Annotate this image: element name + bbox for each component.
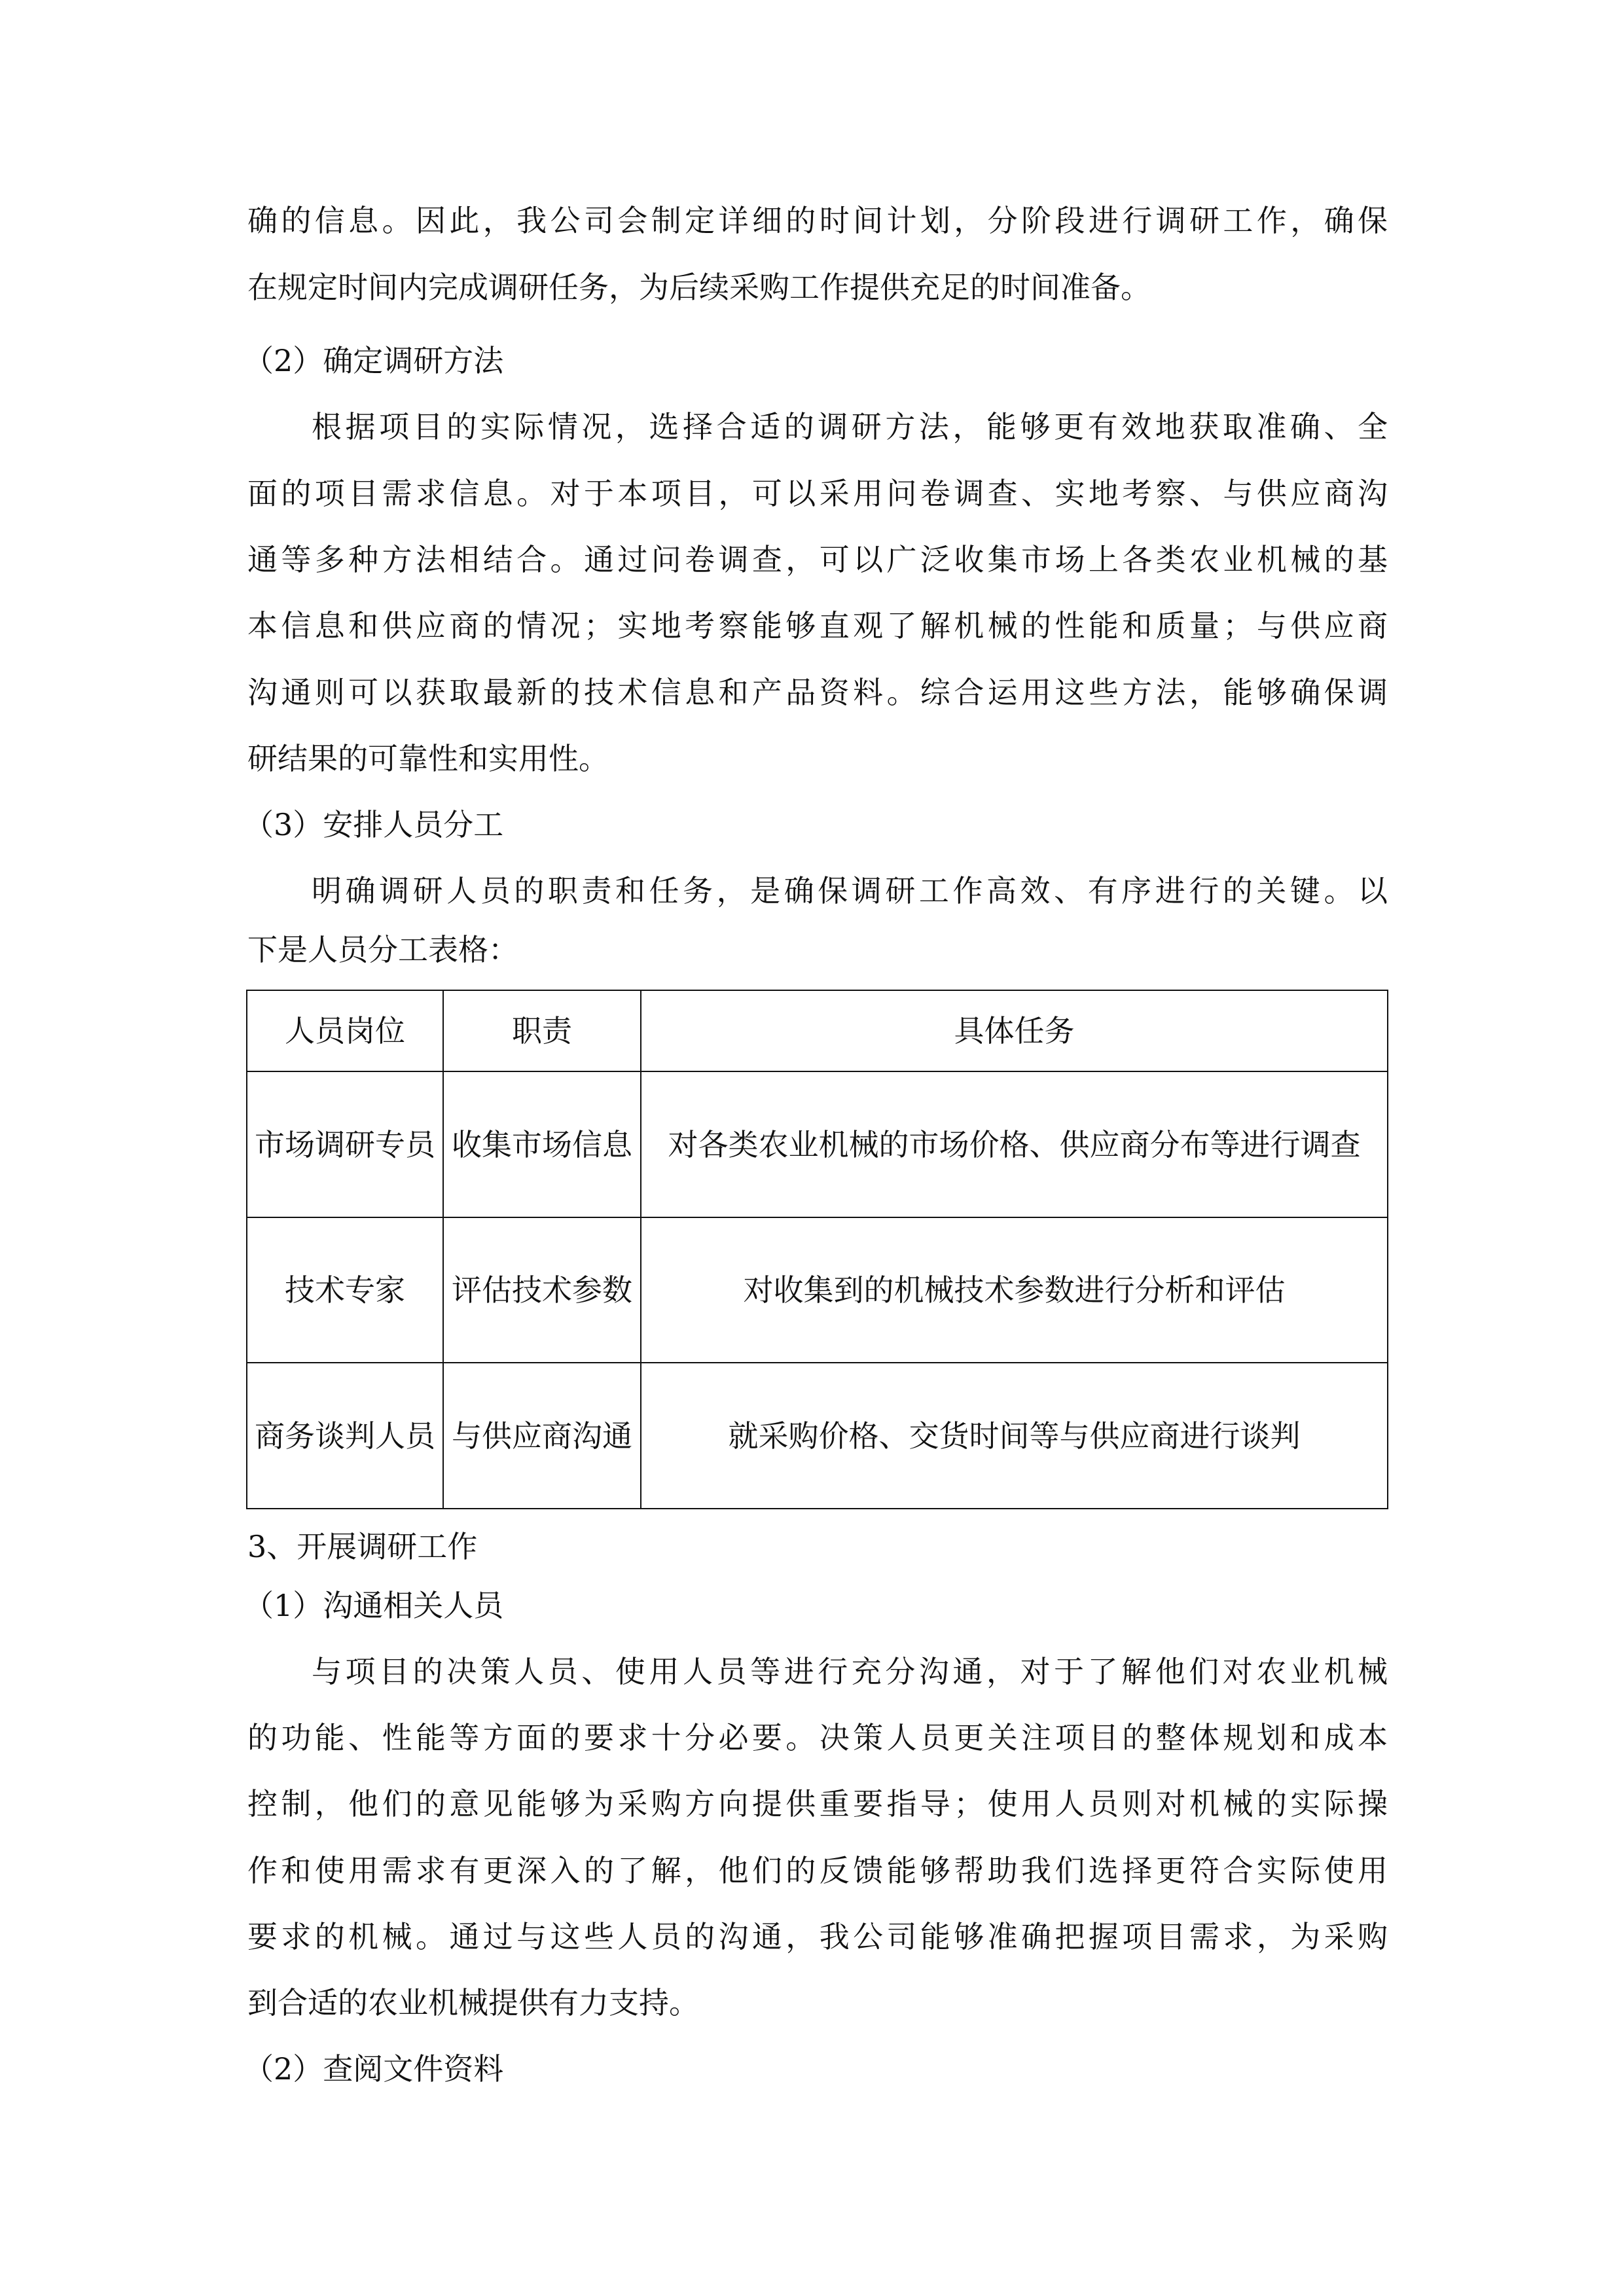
text-line: 与项目的决策人员、使用人员等进行充分沟通，对于了解他们对农业机械 bbox=[312, 1654, 1388, 1689]
staffing-table bbox=[246, 990, 1388, 1509]
text-line: 下是人员分工表格： bbox=[247, 932, 518, 967]
text-line: 沟通则可以获取最新的技术信息和产品资料。综合运用这些方法，能够确保调 bbox=[247, 675, 1388, 710]
text-line: 通等多种方法相结合。通过问卷调查，可以广泛收集市场上各类农业机械的基 bbox=[247, 542, 1388, 577]
table-cell: 对各类农业机械的市场价格、供应商分布等进行调查 bbox=[641, 1071, 1388, 1217]
text-line: 在规定时间内完成调研任务，为后续采购工作提供充足的时间准备。 bbox=[247, 270, 1151, 305]
text-line: 明确调研人员的职责和任务，是确保调研工作高效、有序进行的关键。以 bbox=[312, 873, 1388, 908]
subheading: （3）安排人员分工 bbox=[244, 807, 504, 842]
table-row bbox=[247, 1217, 1388, 1363]
table-cell: 收集市场信息 bbox=[443, 1071, 641, 1217]
header-cell: 职责 bbox=[443, 990, 641, 1071]
text-line: 到合适的农业机械提供有力支持。 bbox=[247, 1985, 699, 2020]
text-line: 研结果的可靠性和实用性。 bbox=[247, 741, 609, 776]
subheading: （2）确定调研方法 bbox=[244, 343, 504, 378]
table-cell: 市场调研专员 bbox=[247, 1071, 443, 1217]
section-heading: 3、开展调研工作 bbox=[247, 1529, 478, 1564]
text-line: 本信息和供应商的情况；实地考察能够直观了解机械的性能和质量；与供应商 bbox=[247, 608, 1388, 643]
table-row bbox=[247, 1071, 1388, 1217]
text-line: 控制，他们的意见能够为采购方向提供重要指导；使用人员则对机械的实际操 bbox=[247, 1786, 1388, 1821]
table-cell: 技术专家 bbox=[247, 1217, 443, 1363]
header-cell: 人员岗位 bbox=[247, 990, 443, 1071]
header-cell: 具体任务 bbox=[641, 990, 1388, 1071]
table-row bbox=[247, 1363, 1388, 1509]
table-cell: 商务谈判人员 bbox=[247, 1363, 443, 1509]
table-cell: 评估技术参数 bbox=[443, 1217, 641, 1363]
table-header-row bbox=[247, 990, 1388, 1071]
table-cell: 对收集到的机械技术参数进行分析和评估 bbox=[641, 1217, 1388, 1363]
subheading: （2）查阅文件资料 bbox=[244, 2051, 504, 2087]
table-cell: 就采购价格、交货时间等与供应商进行谈判 bbox=[641, 1363, 1388, 1509]
text-line: 作和使用需求有更深入的了解，他们的反馈能够帮助我们选择更符合实际使用 bbox=[247, 1853, 1388, 1888]
text-line: 面的项目需求信息。对于本项目，可以采用问卷调查、实地考察、与供应商沟 bbox=[247, 476, 1388, 511]
text-line: 的功能、性能等方面的要求十分必要。决策人员更关注项目的整体规划和成本 bbox=[247, 1720, 1388, 1755]
text-line: 确的信息。因此，我公司会制定详细的时间计划，分阶段进行调研工作，确保 bbox=[247, 203, 1388, 238]
text-line: 要求的机械。通过与这些人员的沟通，我公司能够准确把握项目需求，为采购 bbox=[247, 1919, 1388, 1954]
subheading: （1）沟通相关人员 bbox=[244, 1588, 504, 1623]
table-cell: 与供应商沟通 bbox=[443, 1363, 641, 1509]
text-line: 根据项目的实际情况，选择合适的调研方法，能够更有效地获取准确、全 bbox=[312, 409, 1388, 444]
